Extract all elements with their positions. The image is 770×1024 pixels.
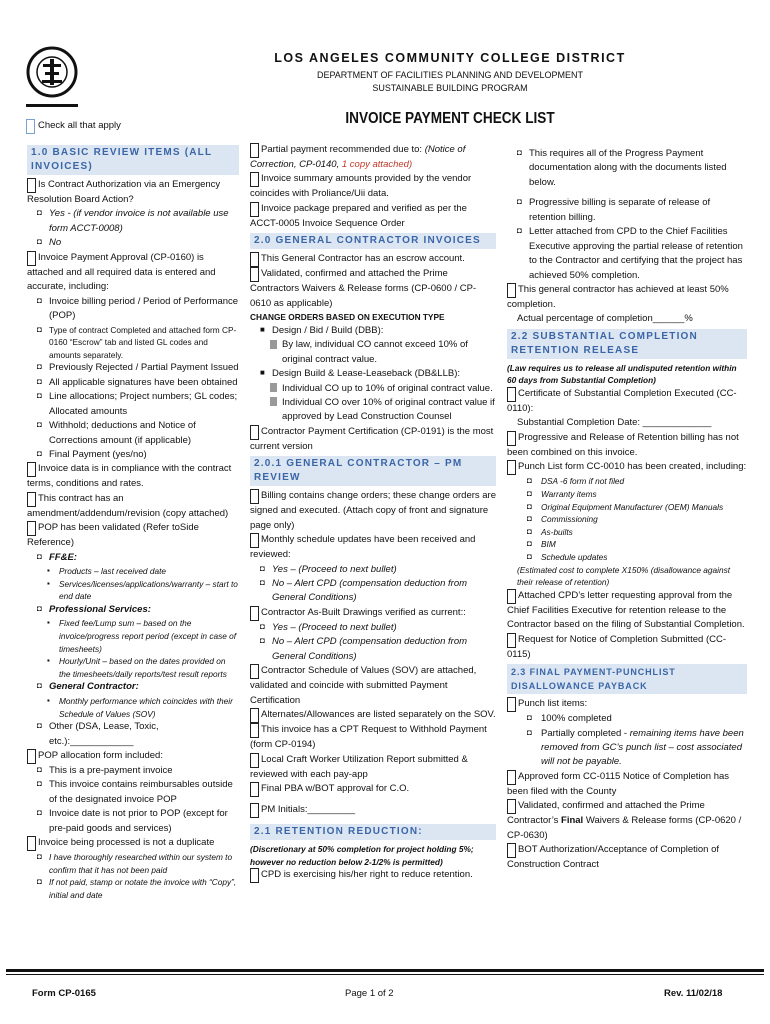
checkbox[interactable] [507,633,516,648]
list-item: ◘ This invoice contains reimbursables outside of the designated invoice POP [37,779,233,805]
list-item: ◘ Progressive billing is separate of release of retention billing. [517,197,711,223]
checklist-item: Partial payment recommended due to: (Notice of Correction, CP-0140, 1 copy attached) [250,144,466,170]
district-seal-logo [26,42,78,114]
checkbox[interactable] [250,533,259,548]
checklist-item: CPD is exercising his/her right to reduce retention. [250,868,496,883]
list-item: ◘ 100% completed [527,713,612,725]
checklist-item: Invoice package prepared and verified as per the ACCT-0005 Invoice Sequence Order [250,202,467,229]
checklist-item: This General Contractor has an escrow account. [250,252,496,267]
section-201-header: 2.0.1 GENERAL CONTRACTOR – PM REVIEW [250,456,496,486]
checklist-item: Local Craft Worker Utilization Report submitted & reviewed with each pay-app [250,753,468,780]
list-item: ◘ Yes - (if vendor invoice is not available use form ACCT-0008) [37,208,229,234]
checkbox[interactable] [250,753,259,768]
district-name: LOS ANGELES COMMUNITY COLLEGE DISTRICT [274,51,626,65]
checklist-item: Invoice being processed is not a duplicate [27,836,239,851]
list-item: ▪ Products – last received date [47,566,166,577]
list-item: Individual CO over 10% of original contract value if approved by Lead Construction Counsel [250,396,496,425]
estimate-note: (Estimated cost to complete X150% (disallowance against their release of retention) [517,564,731,588]
checklist-item: BOT Authorization/Acceptance of Completion of Construction Contract [507,844,720,871]
list-item: ◘ Schedule updates [527,552,608,562]
list-item: ◘ This requires all of the Progress Payment documentation along with the documents listed below. [517,148,727,188]
checkbox[interactable] [507,460,516,475]
column-3 [507,147,747,873]
checkbox[interactable] [250,782,259,797]
checkbox[interactable] [507,589,516,604]
checkbox[interactable] [507,843,516,858]
list-item: ■ Design Build & Lease-Leaseback (DB&LLB): [260,368,460,380]
checkbox[interactable] [507,799,516,814]
list-item: ◘ Yes – (Proceed to next bullet) [260,621,397,633]
checklist-item: Monthly schedule updates have been received and reviewed: [250,534,476,561]
section-23-header: 2.3 FINAL PAYMENT-PUNCHLIST DISALLOWANCE PAYBACK [507,664,747,694]
checklist-item: Certificate of Substantial Completion Executed (CC-0110): [507,388,737,415]
list-item: ◘ Invoice date is not prior to POP (except for pre-paid goods and services) [37,808,228,834]
checkbox[interactable] [250,868,259,883]
checklist-item: Invoice summary amounts provided by the vendor coincides with Proliance/Uii data. [250,173,472,200]
page-number: Page 1 of 2 [345,988,394,999]
list-item: Individual CO up to 10% of original contract value. [250,382,496,396]
list-item: ◘ This is a pre-payment invoice [37,764,173,776]
footer-divider [6,969,764,972]
checkbox[interactable] [507,697,516,712]
list-item: ◘ No [37,237,62,249]
list-item: ◘ Previously Rejected / Partial Payment Issued [37,362,239,374]
footer-divider-thin [6,974,764,975]
checkbox[interactable] [27,462,36,477]
list-item: ◘ If not paid, stamp or notate the invoice with “Copy”, initial and date [37,877,237,900]
list-item: ◘ Invoice billing period / Period of Performance (POP) [37,295,239,322]
list-item: ◘ All applicable signatures have been obtained [37,376,238,388]
revision-date: Rev. 11/02/18 [664,988,723,999]
checkbox[interactable] [507,770,516,785]
list-item: ◘ No – Alert CPD (compensation deduction from General Conditions) [260,636,468,662]
checklist-item: Validated, confirmed and attached the Prime Contractor’s Final Waivers & Release forms (CP-0620 / CP-0630) [507,800,742,841]
checkbox[interactable] [250,606,259,621]
list-item: ▪ Hourly/Unit – based on the dates provided on the timesheets/daily reports/test result reports [47,656,227,679]
page-title: INVOICE PAYMENT CHECK LIST [345,110,555,127]
checkbox[interactable] [250,172,259,187]
checklist-item: Attached CPD’s letter requesting approval from the Chief Facilities Executive for retention release to the Contractor based on the filing of Substantial Completion. [507,589,745,631]
checklist-item: Final PBA w/BOT approval for C.O. [250,782,496,797]
checklist-item: POP has been validated (Refer toSide Reference) [27,522,199,549]
checklist-item: Request for Notice of Completion Submitted (CC-0115) [507,633,727,660]
checkbox[interactable] [250,202,259,217]
column-2 [250,143,496,883]
section-1-header: 1.0 BASIC REVIEW ITEMS (ALL INVOICES) [27,145,239,175]
checklist-item: Progressive and Release of Retention billing has not been combined on this invoice. [507,431,739,458]
checkbox[interactable] [27,521,36,536]
checklist-item: Billing contains change orders; these change orders are signed and executed. (Attach copy of front and signature page only) [250,490,497,531]
checkbox[interactable] [250,252,259,267]
checkbox[interactable] [27,178,36,193]
completion-date-field[interactable]: Substantial Completion Date: _____________ [517,417,712,429]
form-number: Form CP-0165 [32,988,96,999]
checklist-item: Is Contract Authorization via an Emergency Resolution Board Action? [27,179,221,205]
checklist-item: This invoice has a CPT Request to Withhold Payment (form CP-0194) [250,724,487,751]
checklist-item: Invoice data is in compliance with the contract terms, conditions and rates. [27,463,232,490]
checkbox[interactable] [250,664,259,679]
checklist-item: This general contractor has achieved at least 50% completion. [507,283,729,310]
list-item: ◘ Other (DSA, Lease, Toxic, etc.):____________ [37,721,159,747]
checkbox[interactable] [27,251,36,266]
checklist-item: Invoice Payment Approval (CP-0160) is attached and all required data is entered and accurate, including: [27,251,216,293]
column-1 [27,143,239,902]
list-item: ◘ Final Payment (yes/no) [37,448,147,460]
checklist-item: PM Initials:_________ [250,803,496,818]
checkbox[interactable] [507,387,516,402]
checklist-item: This contract has an amendment/addendum/revision (copy attached) [27,492,229,519]
list-item: ■ Design / Bid / Build (DBB): [260,324,384,336]
list-item: ◘ DSA -6 form if not filed [527,476,625,487]
checklist-item: Punch List form CC-0010 has been created, including: [507,460,747,475]
section-22-header: 2.2 SUBSTANTIAL COMPLETION RETENTION RELEASE [507,329,747,359]
checkbox[interactable] [27,836,36,851]
list-item: ◘ General Contractor: [37,681,139,693]
checklist-item: POP allocation form included: [27,749,239,764]
section-2-header: 2.0 GENERAL CONTRACTOR INVOICES [250,233,496,249]
checkbox[interactable] [250,708,259,723]
list-item: ◘ As-builts [527,526,573,537]
list-item: ◘ Letter attached from CPD to the Chief Facilities Executive approving the partial release of retention to the Contractor and certifying that the project has achieved 50% completion. [517,226,743,281]
checkbox[interactable] [250,143,259,158]
list-item: ▪ Fixed fee/Lump sum – based on the invoice/progress report period (except in case of timesheets) [47,618,237,654]
list-item: ◘ Professional Services: [37,603,151,615]
retention-note: (Discretionary at 50% completion for project holding 5%; however no reduction below 2-1/2% is permitted) [250,843,474,867]
list-item: ▪ Monthly performance which coincides with their Schedule of Values (SOV) [47,695,233,719]
list-item: ◘ Warranty items [527,488,597,499]
checklist-item: Punch list items: [507,697,747,712]
list-item: ▪ Services/licenses/applications/warranty – start to end date [47,578,238,602]
list-item: By law, individual CO cannot exceed 10% of original contract value. [250,338,496,367]
list-item: ◘ No – Alert CPD (compensation deduction from General Conditions) [260,578,468,604]
checkbox[interactable] [27,492,36,507]
checklist-item: Approved form CC-0115 Notice of Completion has been filed with the County [507,770,730,797]
change-orders-heading: CHANGE ORDERS BASED ON EXECUTION TYPE [250,312,445,323]
list-item: ◘ I have thoroughly researched within our system to confirm that it has not been paid [37,852,233,875]
checkbox[interactable] [250,489,259,504]
law-note: (Law requires us to release all undisputed retention within 60 days from Substantial Completion) [507,362,737,386]
checkbox[interactable] [507,283,516,298]
checkbox[interactable] [250,803,259,818]
section-21-header: 2.1 RETENTION REDUCTION: [250,824,496,840]
list-item: ◘ Original Equipment Manufacturer (OEM) Manuals [527,501,724,512]
list-item: ◘ Type of contract Completed and attached form CP-0160 “Escrow” tab and listed GL codes and amounts separately. [37,324,237,360]
checklist-item: Contractor Payment Certification (CP-0191) is the most current version [250,425,494,452]
checkbox[interactable] [250,723,259,738]
checkbox[interactable] [27,749,36,764]
list-item: ◘ Withhold; deductions and Notice of Corrections amount (if applicable) [37,420,196,446]
list-item: ◘ Commissioning [527,514,598,525]
department-name: DEPARTMENT OF FACILITIES PLANNING AND DEVELOPMENT SUSTAINABLE BUILDING PROGRAM [316,70,584,93]
checklist-item: Contractor As-Built Drawings verified as current:: [250,606,496,621]
checkbox[interactable] [250,425,259,440]
check-all-checkbox[interactable] [26,119,35,134]
list-item: ◘ Partially completed - remaining items have been removed from GC’s punch list – cost associated will not be payable. [527,727,744,768]
list-item: ◘ Line allocations; Project numbers; GL codes; Allocated amounts [37,391,238,417]
check-all-label: Check all that apply [26,119,121,134]
checklist-item: Alternates/Allowances are listed separately on the SOV. [250,708,496,723]
list-item: ◘ Yes – (Proceed to next bullet) [260,563,397,575]
checkbox[interactable] [507,431,516,446]
list-item: ◘ BIM [527,539,556,550]
checklist-item: Validated, confirmed and attached the Prime Contractors Waivers & Release forms (CP-0600 / CP-0610 as applicable) [250,268,477,309]
checkbox[interactable] [250,267,259,282]
checklist-item: Contractor Schedule of Values (SOV) are attached, validated and coincide with submitted Payment Certification [250,665,477,706]
percentage-field[interactable]: Actual percentage of completion______% [517,313,693,325]
list-item: ◘ FF&E: [37,551,77,563]
